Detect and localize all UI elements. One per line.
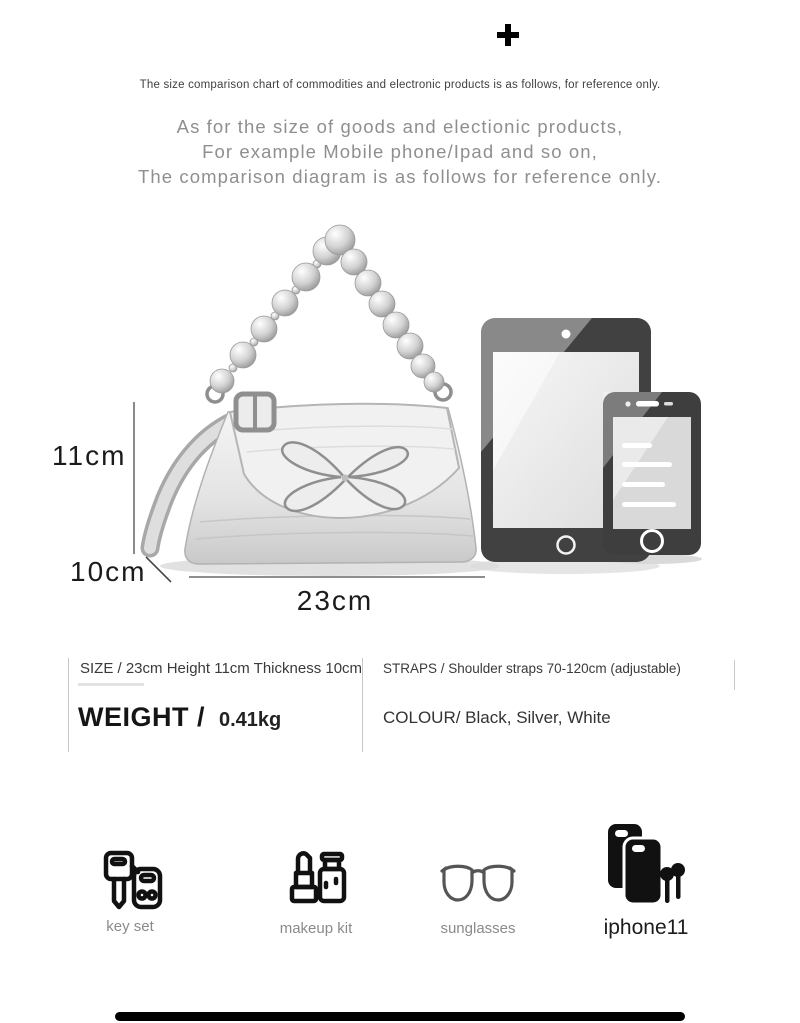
spec-left-divider	[68, 658, 69, 752]
intro-line-3: The comparison diagram is as follows for reference only.	[138, 166, 662, 187]
sunglasses-icon	[438, 858, 518, 906]
weight-value: 0.41kg	[219, 709, 282, 731]
intro-text	[0, 114, 800, 189]
bottom-accent-bar	[115, 1012, 685, 1021]
spec-colour: COLOUR/ Black, Silver, White	[383, 708, 611, 727]
intro-line-1: As for the size of goods and electionic products,	[176, 116, 624, 137]
spec-straps: STRAPS / Shoulder straps 70-120cm (adjustable)	[383, 661, 681, 676]
strap-buckle-icon	[236, 394, 274, 430]
iphone11-label: iphone11	[603, 916, 689, 939]
bead-chain-handle	[207, 225, 451, 402]
spec-middle-divider	[362, 658, 363, 752]
depth-measurement-label: 10cm	[70, 556, 147, 587]
height-measurement-label: 11cm	[52, 440, 127, 471]
key-set-label: key set	[106, 918, 154, 935]
makeup-kit-icon	[284, 845, 350, 911]
key-set-icon	[98, 845, 164, 911]
makeup-kit-label: makeup kit	[279, 920, 353, 937]
width-measurement-label: 23cm	[296, 585, 374, 616]
sunglasses-label: sunglasses	[440, 920, 516, 937]
size-comparison-notice: The size comparison chart of commodities and electronic products is as follows, for reference only.	[139, 79, 661, 91]
spec-weight	[78, 702, 281, 733]
plus-icon	[497, 24, 519, 46]
spec-right-divider	[734, 660, 735, 690]
spec-size: SIZE / 23cm Height 11cm Thickness 10cm	[80, 660, 363, 677]
handbag-illustration	[150, 394, 476, 564]
iphone11-icon	[604, 822, 688, 912]
phone-icon	[603, 392, 701, 555]
size-underline	[78, 683, 144, 686]
weight-label: WEIGHT /	[78, 702, 205, 732]
intro-line-2: For example Mobile phone/Ipad and so on,	[202, 141, 598, 162]
